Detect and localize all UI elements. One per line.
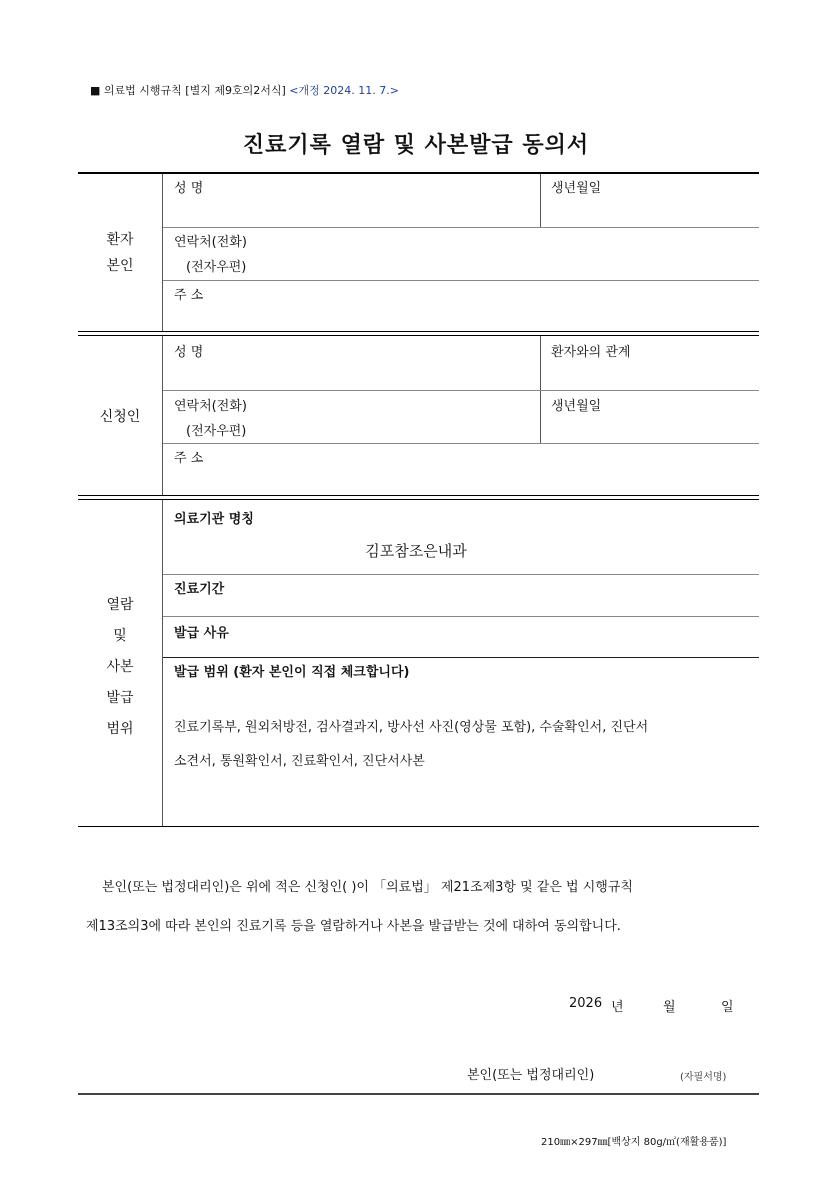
row-divider <box>163 280 759 281</box>
section-divider <box>78 499 759 500</box>
signature-label: 본인(또는 법정대리인) <box>467 1068 595 1083</box>
applicant-section-label: 신청인 <box>99 409 141 425</box>
applicant-relation-field[interactable]: 환자와의 관계 <box>551 345 631 360</box>
patient-birth-field[interactable]: 생년월일 <box>551 181 602 196</box>
applicant-birth-field[interactable]: 생년월일 <box>551 399 602 414</box>
range-label: 발급 범위 (환자 본인이 직접 체크합니다) <box>174 665 410 680</box>
scope-section-label: 열람 및 사본 발급 범위 <box>106 597 134 737</box>
section-bottom-border <box>78 826 759 827</box>
applicant-contact-field[interactable]: 연락처(전화) <box>174 399 247 414</box>
row-divider <box>163 616 759 617</box>
page-title: 진료기록 열람 및 사본발급 동의서 <box>242 133 590 158</box>
date-month-unit: 월 <box>663 1000 676 1015</box>
form-header <box>90 82 399 98</box>
column-divider <box>162 336 163 496</box>
applicant-address-field[interactable]: 주 소 <box>174 451 204 466</box>
footer-rule <box>78 1093 759 1095</box>
law-reference: 의료법 시행규칙 [별지 제9호의2서식] <box>103 84 286 97</box>
date-year: 2026 <box>569 996 603 1011</box>
applicant-name-field[interactable]: 성 명 <box>174 345 204 360</box>
record-types-line-1[interactable]: 진료기록부, 원외처방전, 검사결과지, 방사선 사진(영상물 포함), 수술확인서, 진단서 <box>174 720 649 735</box>
row-divider <box>163 657 759 658</box>
period-field[interactable]: 진료기간 <box>174 582 225 597</box>
patient-name-field[interactable]: 성 명 <box>174 181 204 196</box>
signature-field[interactable]: (자필서명) <box>680 1072 727 1083</box>
paper-spec: 210㎜×297㎜[백상지 80g/㎡(재활용품)] <box>541 1137 727 1148</box>
row-divider <box>163 390 759 391</box>
row-divider <box>163 227 759 228</box>
date-day-unit: 일 <box>721 1000 734 1015</box>
row-divider <box>163 574 759 575</box>
consent-text-line-2: 제13조의3에 따라 본인의 진료기록 등을 열람하거나 사본을 발급받는 것에 대하여 동의합니다. <box>86 919 621 934</box>
column-divider <box>540 174 541 227</box>
reason-field[interactable]: 발급 사유 <box>174 626 229 641</box>
section-divider <box>78 495 759 496</box>
revision-date: <개정 2024. 11. 7.> <box>289 84 399 97</box>
patient-section-label: 환자 본인 <box>106 232 134 274</box>
section-top-border <box>78 172 759 174</box>
patient-contact-field[interactable]: 연락처(전화) <box>174 235 247 250</box>
patient-email-field[interactable]: (전자우편) <box>186 260 247 275</box>
consent-text-line-1: 본인(또는 법정대리인)은 위에 적은 신청인( )이 「의료법」 제21조제3항 및 같은 법 시행규칙 <box>102 880 633 895</box>
date-year-unit: 년 <box>611 1000 624 1015</box>
patient-address-field[interactable]: 주 소 <box>174 288 204 303</box>
institution-name: 김포참조은내과 <box>365 542 467 560</box>
institution-label: 의료기관 명칭 <box>174 512 254 527</box>
record-types-line-2[interactable]: 소견서, 통원확인서, 진료확인서, 진단서사본 <box>174 754 425 769</box>
applicant-email-field[interactable]: (전자우편) <box>186 424 247 439</box>
column-divider <box>162 174 163 332</box>
section-divider <box>78 335 759 336</box>
row-divider <box>163 443 759 444</box>
section-divider <box>78 331 759 332</box>
square-bullet: ■ <box>90 84 101 97</box>
